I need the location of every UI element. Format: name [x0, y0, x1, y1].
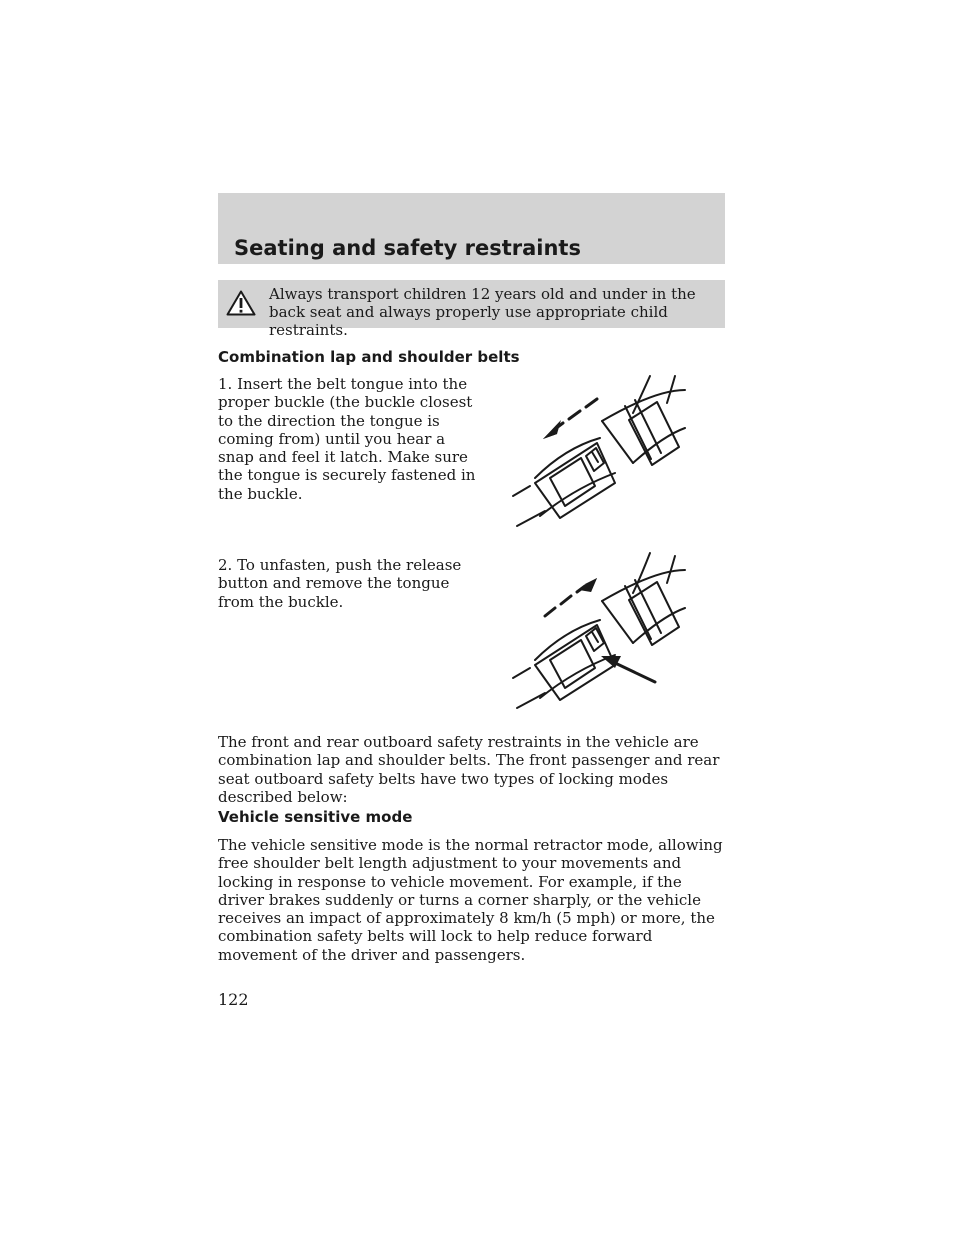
- page-number: 122: [218, 990, 249, 1009]
- buckle-insert-illustration: [505, 368, 690, 528]
- step-2-text: 2. To unfasten, push the release button and remove the tongue from the buckle.: [218, 556, 462, 611]
- vehicle-sensitive-body: The vehicle sensitive mode is the normal retractor mode, allowing free shoulder belt length adjustment to your movements and locking in response to vehicle movement. For example, if the driver brakes suddenly or turns a corner sharply, or the vehicle receives an impact of approximately 8 km/h (5 mph) or more, the combination safety belts will lock to help reduce forward movement of the driver and passengers.: [218, 836, 723, 964]
- combination-belts-heading: Combination lap and shoulder belts: [218, 348, 520, 366]
- intro-paragraph: The front and rear outboard safety restraints in the vehicle are combination lap and shoulder belts. The front passenger and rear seat outboard safety belts have two types of locking modes described below:: [218, 733, 720, 806]
- vehicle-sensitive-heading: Vehicle sensitive mode: [218, 808, 413, 826]
- buckle-release-illustration: [505, 548, 690, 713]
- warning-text: Always transport children 12 years old and under in the back seat and always properly use appropriate child restraints.: [269, 285, 696, 339]
- step-1-text: 1. Insert the belt tongue into the proper buckle (the buckle closest to the direction the tongue is coming from) until you hear a snap and feel it latch. Make sure the tongue is securely fastened in the buckle.: [218, 375, 476, 503]
- section-title: Seating and safety restraints: [234, 236, 581, 260]
- warning-triangle-icon: [226, 290, 256, 316]
